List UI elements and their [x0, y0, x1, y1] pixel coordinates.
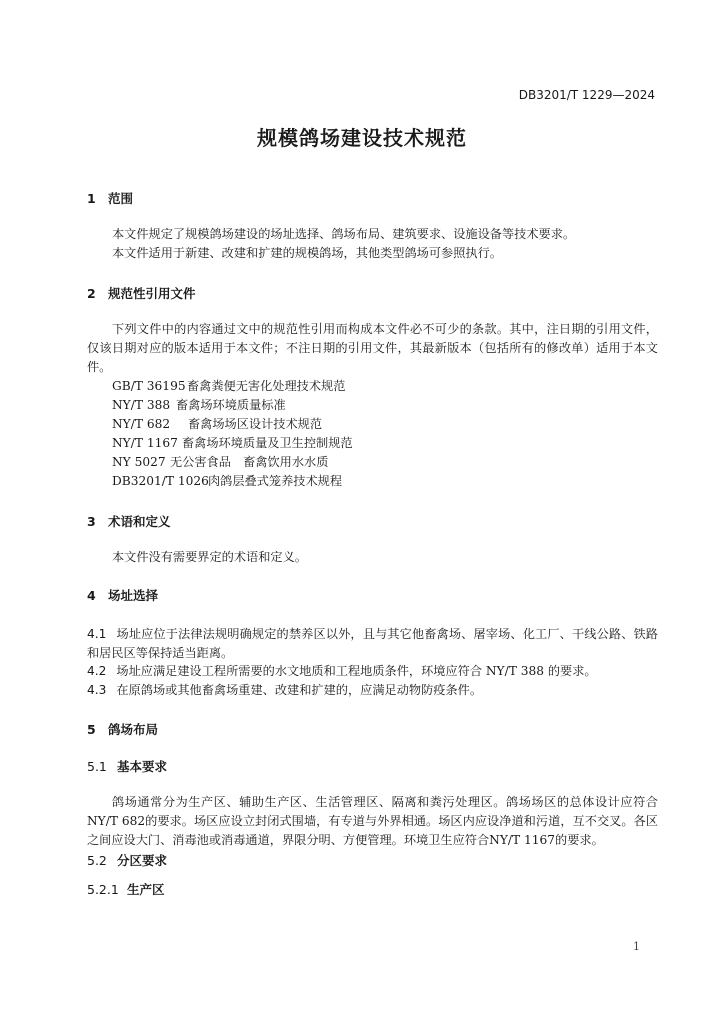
subsubsection-number: 5.2.1	[87, 882, 119, 897]
reference-code: NY/T 388	[112, 398, 171, 412]
clause-item	[87, 681, 658, 700]
reference-title: 畜禽场环境质量及卫生控制规范	[182, 436, 353, 450]
subsection-title: 分区要求	[117, 853, 168, 868]
reference-code: GB/T 36195	[112, 379, 186, 393]
reference-item	[112, 396, 286, 413]
section-number: 1	[87, 191, 96, 206]
reference-code: DB3201/T 1026	[112, 474, 209, 488]
clause-text: 场址应满足建设工程所需要的水文地质和工程地质条件，环境应符合 NY/T 388 的要求。	[116, 664, 597, 678]
paragraph: 鸽场通常分为生产区、辅助生产区、生活管理区、隔离和粪污处理区。鸽场场区的总体设计应符合NY/T 682的要求。场区应设立封闭式围墙，有专道与外界相通。场区内应设净道和污道，互不交叉。各区之间应设大门、消毒池或消毒通道，界限分明、方便管理。环境卫生应符合NY/T 1167的要求。	[87, 795, 658, 847]
clause-item	[87, 662, 658, 681]
reference-item	[112, 453, 328, 470]
section-title: 鸽场布局	[108, 722, 159, 737]
reference-item	[112, 415, 322, 432]
subsection-heading-zoning	[87, 851, 167, 869]
reference-title: 肉鸽层叠式笼养技术规程	[208, 474, 343, 488]
clause-number: 4.1	[87, 627, 107, 641]
clause-number: 4.3	[87, 683, 107, 697]
clause-text: 在原鸽场或其他畜禽场重建、改建和扩建的，应满足动物防疫条件。	[116, 683, 483, 697]
section-title: 规范性引用文件	[108, 286, 196, 301]
subsection-title: 基本要求	[117, 759, 168, 774]
subsubsection-heading-production-area	[87, 880, 165, 898]
section-heading-terms	[87, 512, 171, 530]
section-number: 2	[87, 286, 96, 301]
section-number: 5	[87, 722, 96, 737]
reference-code: NY 5027	[112, 455, 166, 469]
section-number: 4	[87, 588, 96, 603]
document-code: DB3201/T 1229—2024	[518, 88, 655, 102]
section-number: 3	[87, 514, 96, 529]
section-heading-scope	[87, 189, 133, 207]
paragraph: 本文件适用于新建、改建和扩建的规模鸽场，其他类型鸽场可参照执行。	[112, 246, 502, 260]
clause-number: 4.2	[87, 664, 107, 678]
clause-item	[87, 625, 658, 663]
reference-title: 畜禽粪便无害化处理技术规范	[187, 379, 346, 393]
page-number: 1	[633, 940, 640, 953]
section-title: 场址选择	[108, 588, 159, 603]
reference-title: 无公害食品 畜禽饮用水水质	[170, 455, 329, 469]
reference-item	[112, 377, 345, 394]
reference-title: 畜禽场场区设计技术规范	[188, 417, 323, 431]
document-title: 规模鸽场建设技术规范	[257, 126, 467, 150]
reference-item	[112, 434, 353, 451]
subsection-number: 5.2	[87, 853, 107, 868]
section-title: 范围	[108, 191, 134, 206]
subsection-number: 5.1	[87, 759, 107, 774]
section-heading-site-selection	[87, 586, 158, 604]
paragraph: 下列文件中的内容通过文中的规范性引用而构成本文件必不可少的条款。其中，注日期的引用文件，仅该日期对应的版本适用于本文件；不注日期的引用文件，其最新版本（包括所有的修改单）适用于本文件。	[87, 322, 658, 374]
reference-code: NY/T 682	[112, 417, 171, 431]
subsubsection-title: 生产区	[127, 882, 165, 897]
paragraph: 本文件没有需要界定的术语和定义。	[112, 550, 307, 564]
section-heading-layout	[87, 720, 158, 738]
reference-title: 畜禽场环境质量标准	[176, 398, 286, 412]
reference-item	[112, 472, 342, 489]
reference-code: NY/T 1167	[112, 436, 178, 450]
clause-text: 场址应位于法律法规明确规定的禁养区以外，且与其它他畜禽场、屠宰场、化工厂、干线公路、铁路和居民区等保持适当距离。	[87, 627, 658, 660]
subsection-heading-basic-requirements	[87, 757, 167, 775]
section-heading-normative-references	[87, 284, 196, 302]
paragraph: 本文件规定了规模鸽场建设的场址选择、鸽场布局、建筑要求、设施设备等技术要求。	[112, 227, 576, 241]
section-title: 术语和定义	[108, 514, 171, 529]
